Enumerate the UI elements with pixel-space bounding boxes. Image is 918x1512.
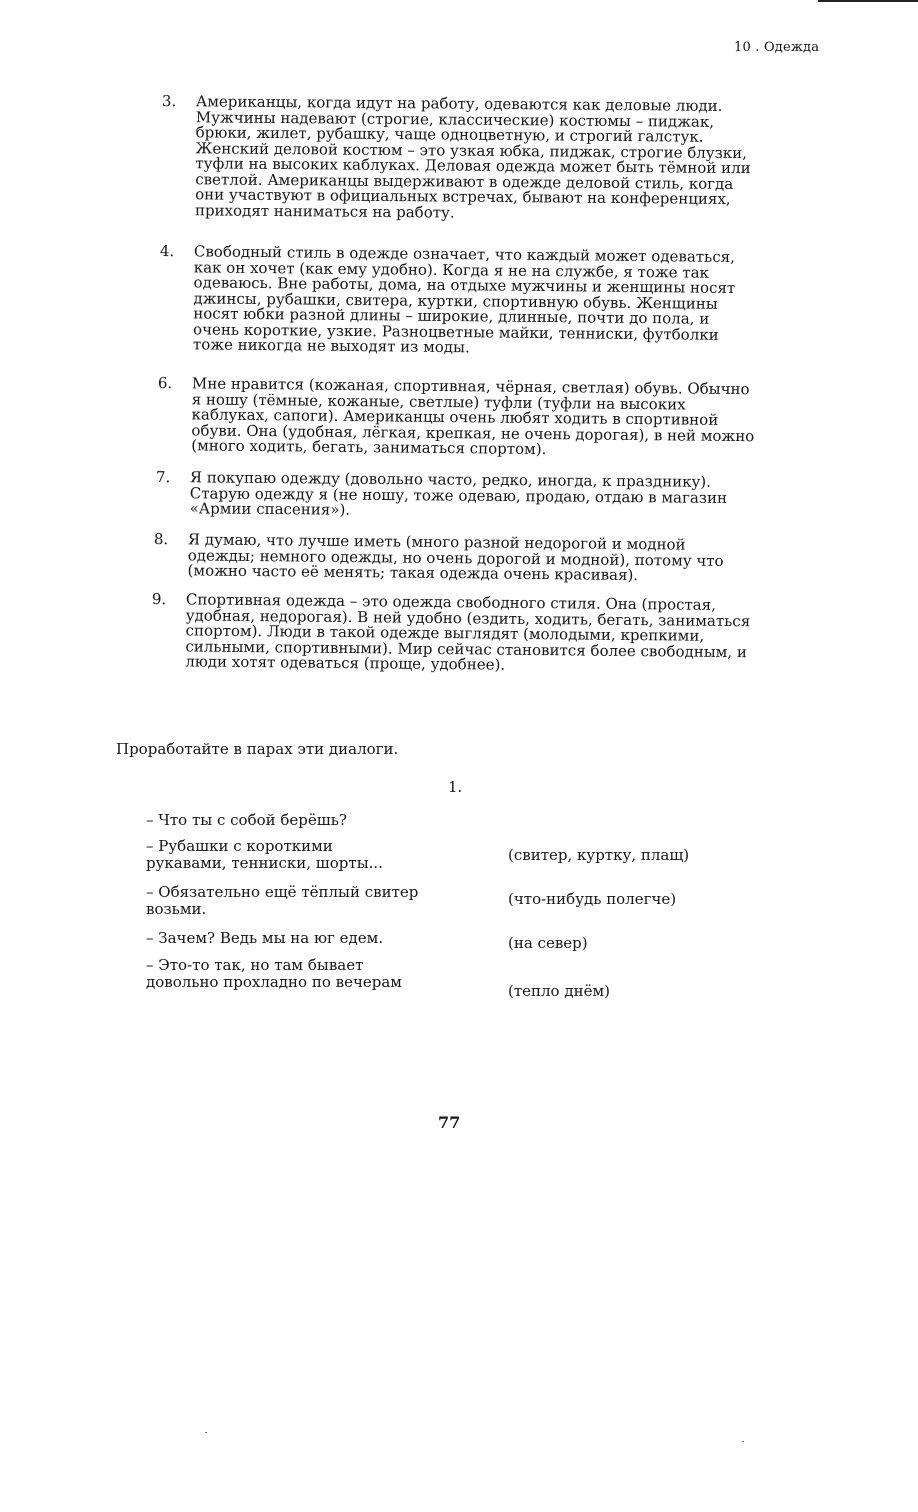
dialog-hint: (тепло днём) (508, 982, 610, 1000)
item-text: Свободный стиль в одежде означает, что каждый может одеваться, как он хочет (как ему удобно). Когда я не на службе, я тоже так одеваюсь. Вне работы, дома, на отдыхе мужчины и женщины носят джинсы, рубашки, свитера, куртки, спортивную обувь. Женщины носят юбки разной длины – широкие, длинные, почти до пола, и очень короткие, узкие. Разноцветные майки, тенниски, футболки тоже никогда не выходят из моды. (192, 242, 736, 357)
dialog-hint: (что-нибудь полегче) (508, 890, 677, 908)
dialog-line: – Это-то так, но там бывает довольно прохладно по вечерам (146, 956, 402, 991)
dialog-number: 1. (448, 778, 463, 796)
exercise-instruction: Проработайте в парах эти диалоги. (116, 740, 399, 758)
scan-speck (742, 1441, 744, 1442)
running-head: 10 . Одежда (734, 40, 820, 55)
page-number: 77 (438, 1113, 461, 1132)
item-text: Американцы, когда идут на работу, одеваются как деловые люди. Мужчины надевают (строгие, классические) костюмы – пиджак, брюки, жилет, рубашку, чаще одноцветную, и строгий галстук. Женский деловой костюм – это узкая юбка, пиджак, строгие блузки, туфли на высоких каблуках. Деловая одежда может быть тёмной или светлой. Американцы выдерживают в одежде деловой стиль, когда они участвуют в официальных встречах, бывают на конференциях, приходят наниматься на работу. (194, 92, 751, 222)
item-number: 4. (159, 242, 175, 261)
item-number: 7. (155, 468, 171, 487)
dialog-hint: (свитер, куртку, плащ) (508, 846, 690, 864)
item-text: Я покупаю одежду (довольно часто, редко, иногда, к празднику). Старую одежду я (не ношу, тоже одеваю, продаю, отдаю в магазин «Армии спасения»). (189, 468, 728, 519)
item-number: 9. (151, 590, 167, 609)
dialog-line: – Обязательно ещё тёплый свитер возьми. (146, 883, 419, 918)
scan-speck (205, 1432, 207, 1433)
item-text: Мне нравится (кожаная, спортивная, чёрная, светлая) обувь. Обычно я ношу (тёмные, кожаные, светлые) туфли (туфли на высоких каблуках, сапоги). Американцы очень любят ходить в спортивной обуви. Она (удобная, лёгкая, крепкая, не очень дорогая), в ней можно (много ходить, бегать, заниматься спортом). (191, 374, 755, 459)
dialog-line: – Рубашки с короткими рукавами, тенниски, шорты... (146, 837, 383, 872)
item-number: 8. (153, 530, 169, 549)
dialog-line: – Что ты с собой берёшь? (146, 811, 347, 829)
item-text: Я думаю, что лучше иметь (много разной недорогой и модной одежды; немного одежды, но очень дорогой и модной), потому что (можно часто её менять; такая одежда очень красивая). (187, 530, 724, 585)
dialog-line: – Зачем? Ведь мы на юг едем. (146, 929, 384, 947)
item-text: Спортивная одежда – это одежда свободного стиля. Она (простая, удобная, недорогая). В ней удобно (ездить, ходить, бегать, заниматься спортом). Люди в такой одежде выглядят (молодыми, крепкими, сильными, спортивными). Мир сейчас становится более свободным, и люди хотят одеваться (проще, удобнее). (185, 590, 751, 674)
dialog-hint: (на север) (508, 934, 588, 952)
item-number: 6. (157, 374, 173, 393)
item-number: 3. (161, 92, 177, 111)
top-rule (818, 0, 918, 2)
